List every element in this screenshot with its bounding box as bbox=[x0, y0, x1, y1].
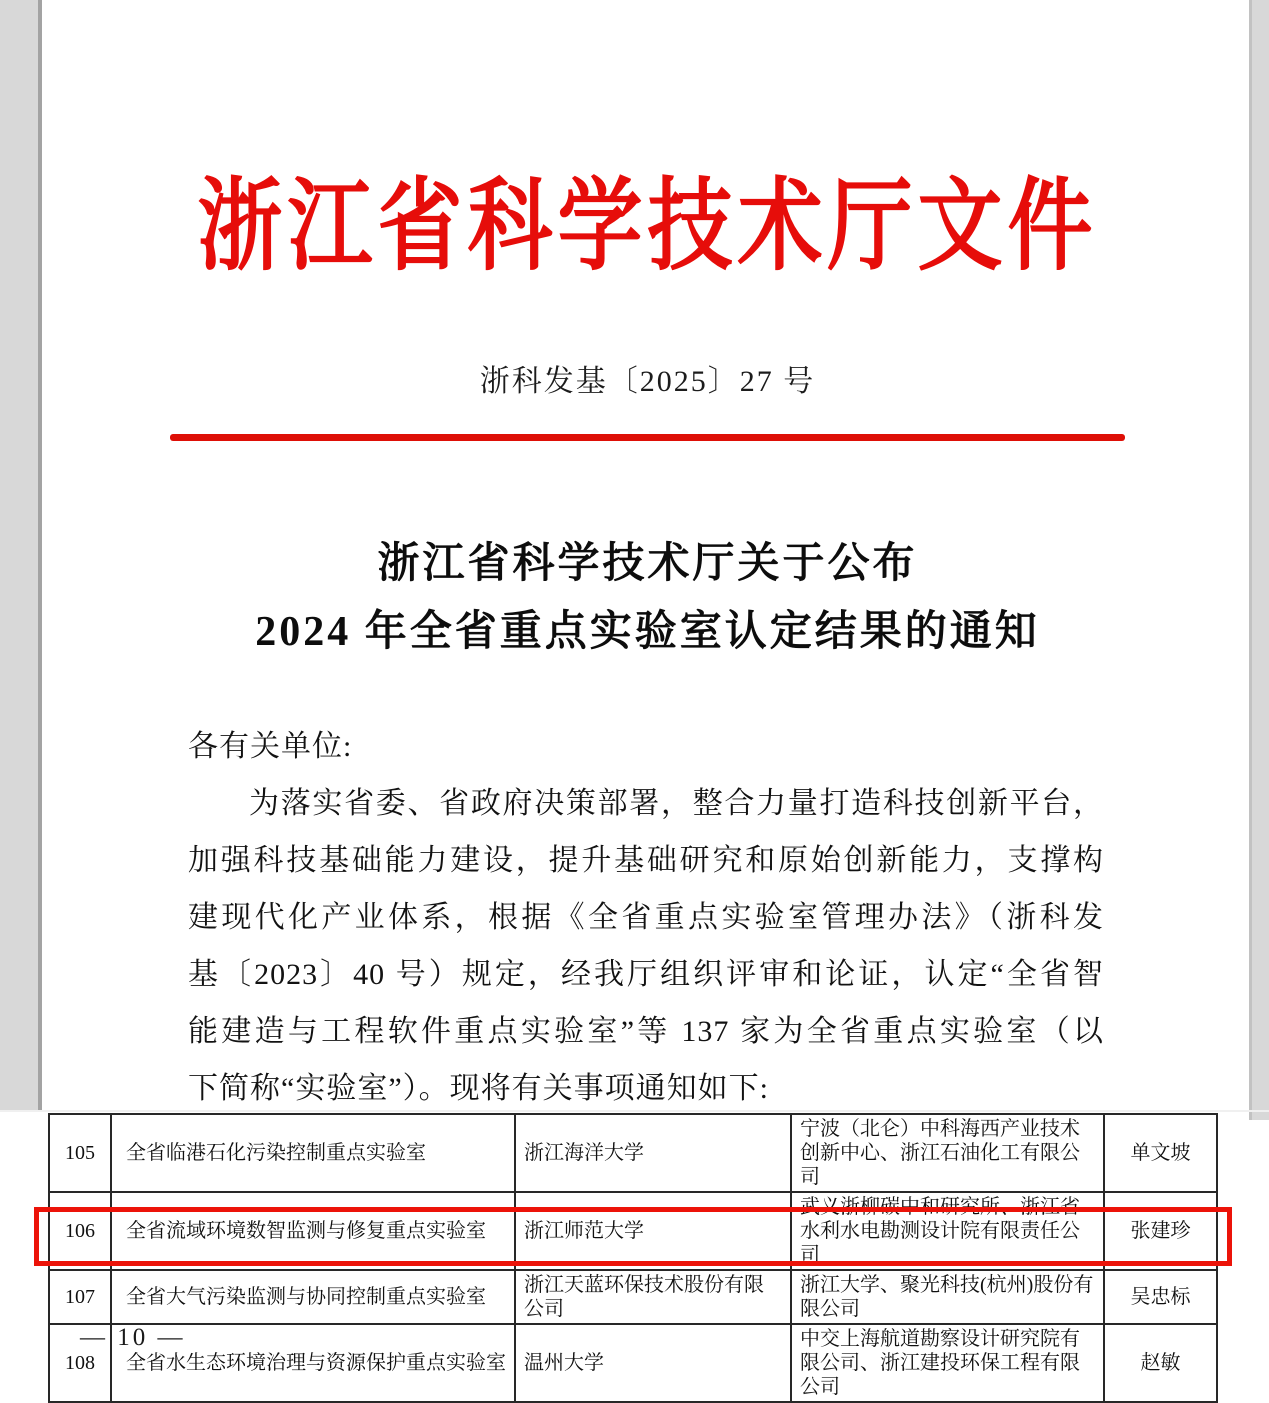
notice-title-line-1: 浙江省科学技术厅关于公布 bbox=[377, 541, 918, 587]
institution-cell: 浙江天蓝环保技术股份有限公司 bbox=[515, 1270, 791, 1324]
partners-cell: 宁波（北仑）中科海西产业技术创新中心、浙江石油化工有限公司 bbox=[791, 1114, 1104, 1192]
lab-name-cell: 全省大气污染监测与协同控制重点实验室 bbox=[111, 1270, 515, 1324]
notice-title bbox=[44, 530, 1251, 666]
notice-body bbox=[188, 718, 1104, 1117]
page-right-margin bbox=[1249, 0, 1269, 1120]
body-line: 加强科技基础能力建设，提升基础研究和原始创新能力，支撑构 bbox=[188, 844, 1104, 877]
row-number-cell: 105 bbox=[49, 1114, 111, 1192]
lab-name-cell: 全省临港石化污染控制重点实验室 bbox=[111, 1114, 515, 1192]
doc-number: 浙科发基〔2025〕27 号 bbox=[479, 365, 816, 398]
notice-title-line-2: 2024 年全省重点实验室认定结果的通知 bbox=[255, 609, 1040, 655]
table-row-highlighted bbox=[49, 1270, 1217, 1324]
table-row bbox=[49, 1324, 1217, 1402]
salutation: 各有关单位: bbox=[188, 730, 353, 763]
institution-cell: 浙江师范大学 bbox=[515, 1192, 791, 1270]
partners-cell: 中交上海航道勘察设计研究院有限公司、浙江建投环保工程有限公司 bbox=[791, 1324, 1104, 1402]
director-cell: 单文坡 bbox=[1104, 1114, 1217, 1192]
body-line: 能建造与工程软件重点实验室”等 137 家为全省重点实验室（以 bbox=[188, 1015, 1104, 1048]
institution-cell: 温州大学 bbox=[515, 1324, 791, 1402]
lab-name-cell: 全省水生态环境治理与资源保护重点实验室 bbox=[111, 1324, 515, 1402]
body-line: 基〔2023〕40 号）规定，经我厅组织评审和论证，认定“全省智 bbox=[188, 958, 1104, 991]
body-line: 下简称“实验室”）。现将有关事项通知如下: bbox=[188, 1072, 769, 1105]
table-row bbox=[49, 1114, 1217, 1192]
page-number: — 10 — bbox=[80, 1324, 186, 1351]
body-line: 建现代化产业体系，根据《全省重点实验室管理办法》（浙科发 bbox=[188, 901, 1104, 934]
agency-header-title: 浙江省科学技术厅文件 bbox=[197, 171, 1098, 283]
row-number-cell: 108 bbox=[49, 1324, 111, 1402]
director-cell: 赵敏 bbox=[1104, 1324, 1217, 1402]
partners-cell: 浙江大学、聚光科技(杭州)股份有限公司 bbox=[791, 1270, 1104, 1324]
institution-cell: 浙江海洋大学 bbox=[515, 1114, 791, 1192]
page-left-margin bbox=[0, 0, 42, 1112]
partners-cell: 武义浙柳碳中和研究所、浙江省水利水电勘测设计院有限责任公司 bbox=[791, 1192, 1104, 1270]
body-line: 为落实省委、省政府决策部署，整合力量打造科技创新平台， bbox=[249, 787, 1104, 820]
lab-results-table bbox=[48, 1113, 1218, 1403]
director-cell: 吴忠标 bbox=[1104, 1270, 1217, 1324]
row-number-cell: 107 bbox=[49, 1270, 111, 1324]
table-row bbox=[49, 1192, 1217, 1270]
director-cell: 张建珍 bbox=[1104, 1192, 1217, 1270]
lab-name-cell: 全省流域环境数智监测与修复重点实验室 bbox=[111, 1192, 515, 1270]
row-number-cell: 106 bbox=[49, 1192, 111, 1270]
red-divider-line bbox=[170, 434, 1125, 441]
